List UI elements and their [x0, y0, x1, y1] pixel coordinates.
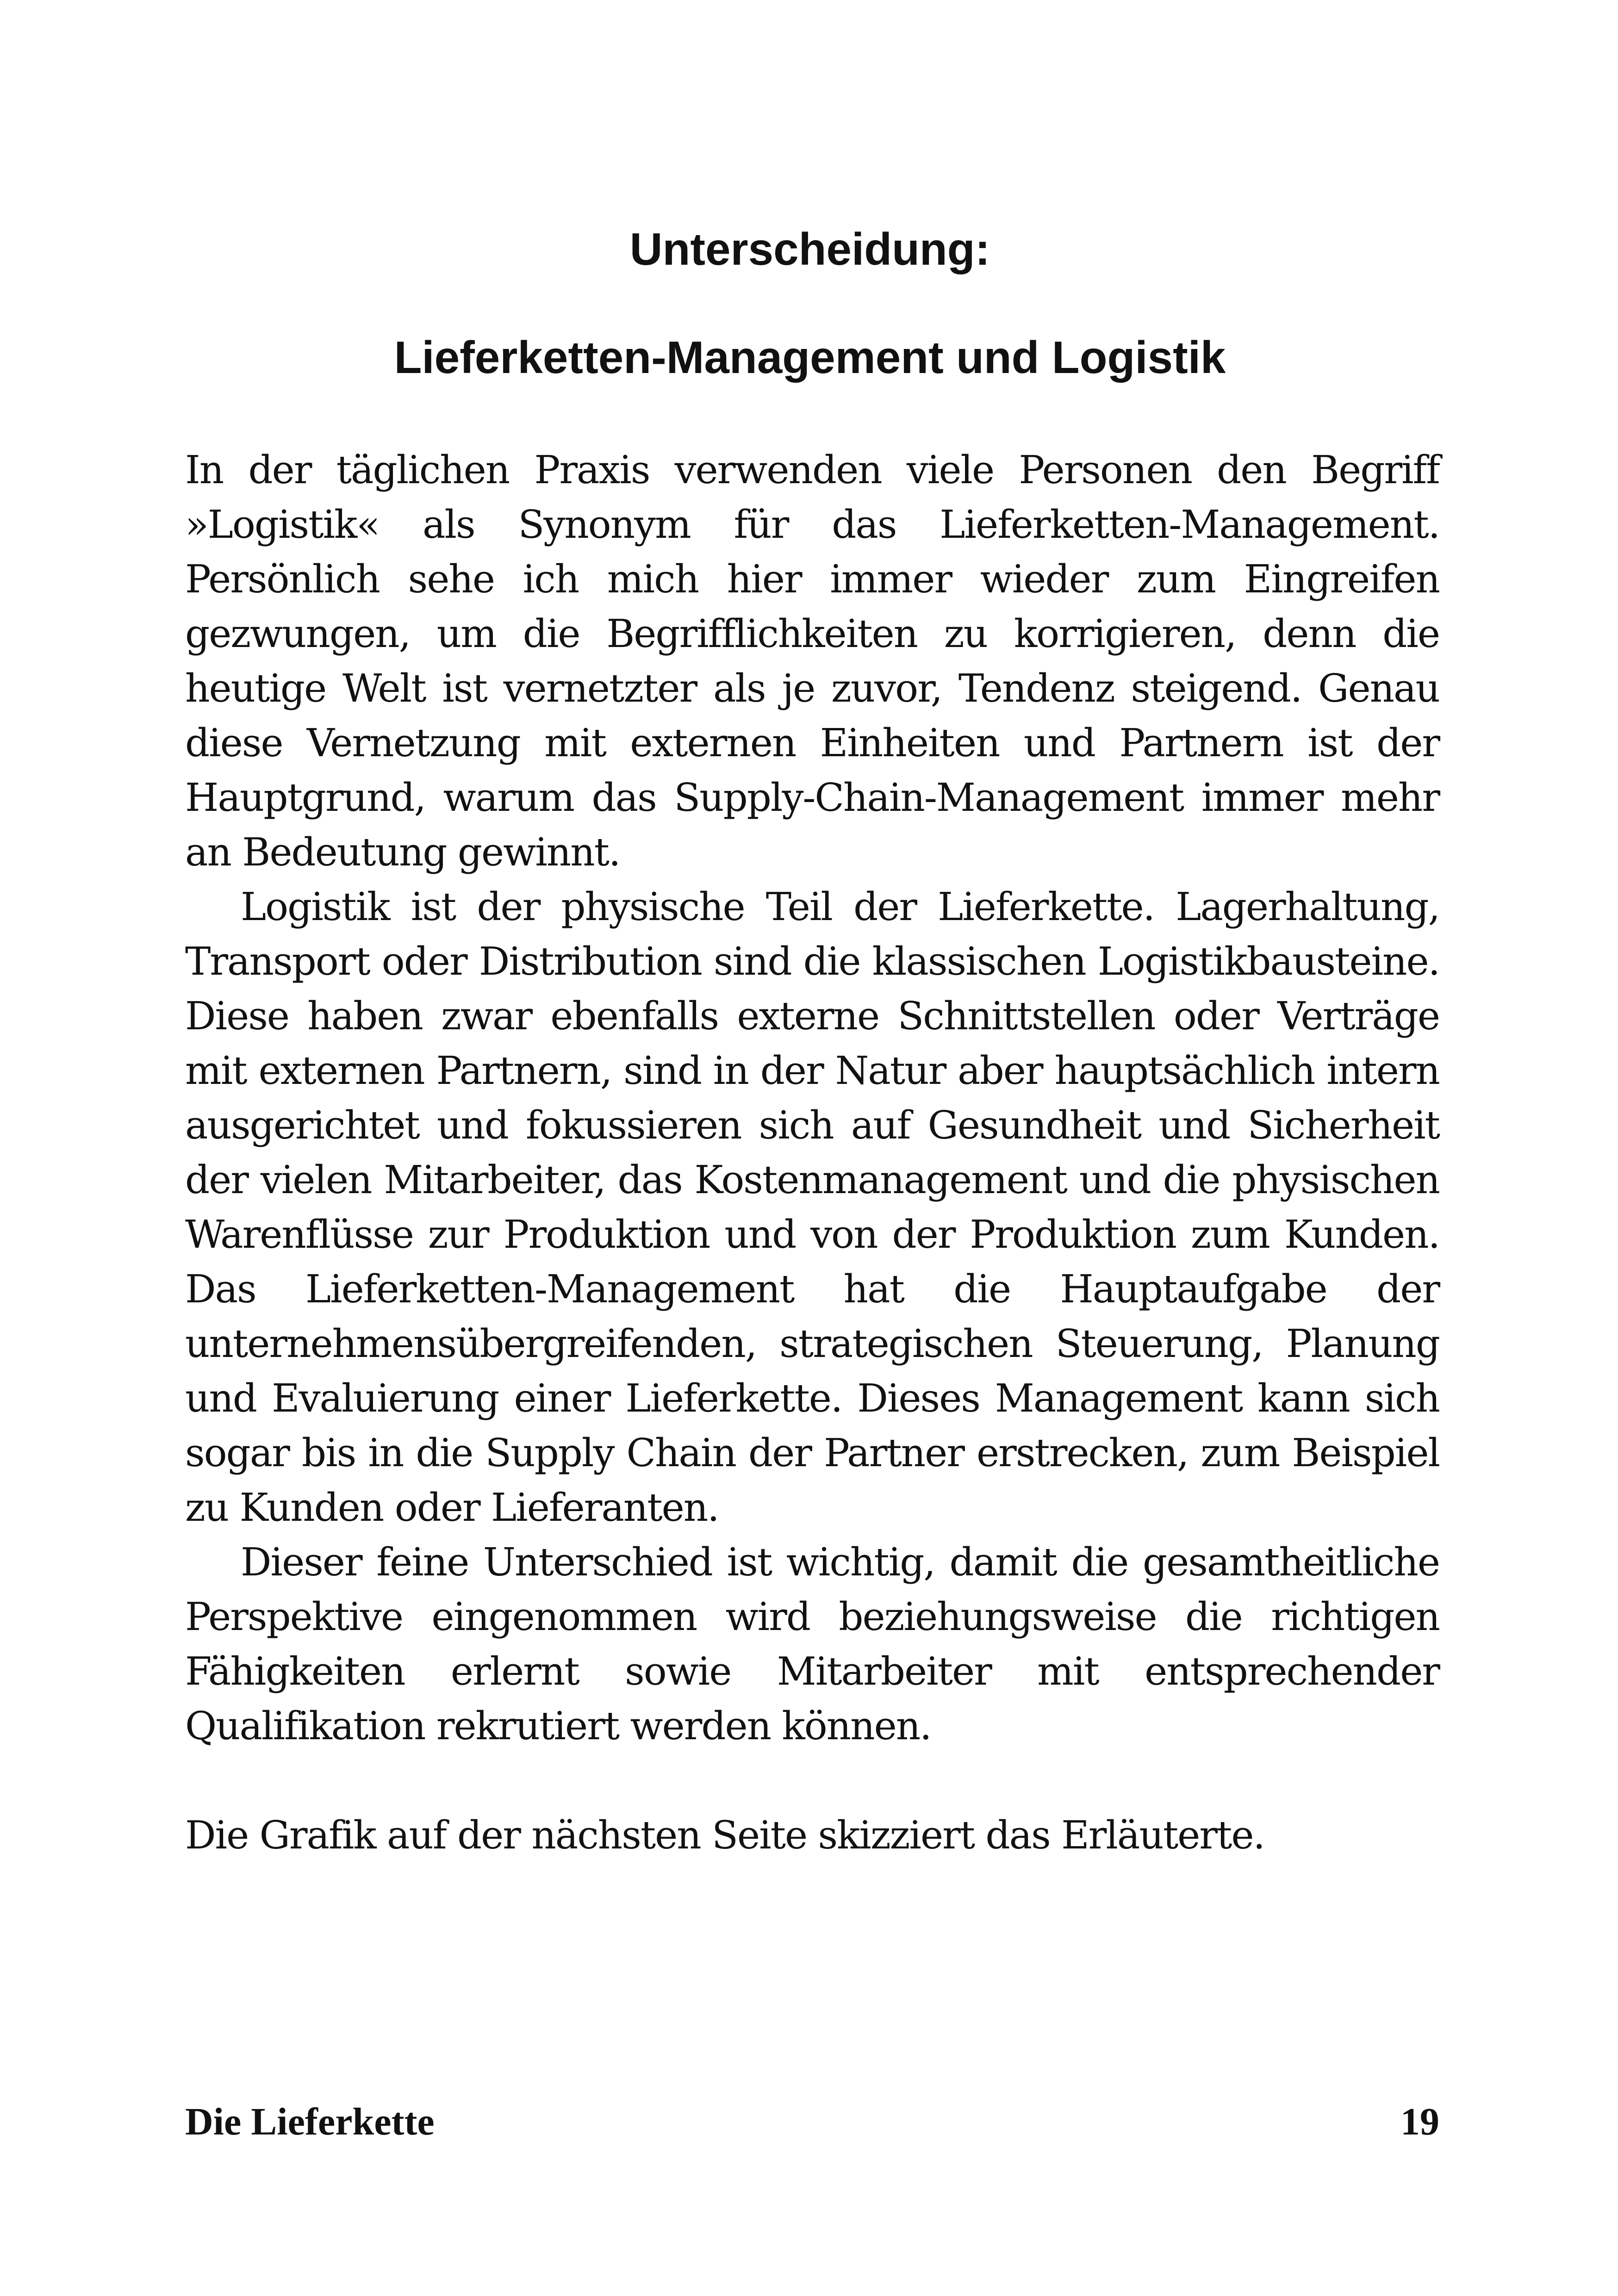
- page-footer: [185, 2097, 1439, 2147]
- page-number: 19: [1400, 2100, 1439, 2143]
- chapter-heading-line-1: Unterscheidung:: [629, 224, 990, 274]
- chapter-heading-line-2: Lieferketten-Management und Logistik: [394, 332, 1226, 383]
- body-text: [185, 443, 1439, 1863]
- paragraph-2: Logistik ist der physische Teil der Lieferkette. Lagerhaltung, Transport oder Distribution sind die klassischen Logistikbausteine. Diese haben zwar ebenfalls externe Schnittstellen oder Verträge mit externen Partnern, sind in der Natur aber hauptsächlich intern ausgerichtet und fokussieren sich auf Gesundheit und Sicherheit der vielen Mitarbeiter, das Kostenmanagement und die physischen Warenflüsse zur Produktion und von der Produktion zum Kunden. Das Lieferketten-Management hat die Hauptaufgabe der unternehmensübergreifenden, strategischen Steuerung, Planung und Evaluierung einer Lieferkette. Dieses Management kann sich sogar bis in die Supply Chain der Partner erstrecken, zum Beispiel zu Kunden oder Lieferanten.: [185, 884, 1439, 1530]
- running-footer-title: Die Lieferkette: [185, 2100, 435, 2143]
- paragraph-4: Die Grafik auf der nächsten Seite skizziert das Erläuterte.: [185, 1813, 1264, 1858]
- paragraph-1: In der täglichen Praxis verwenden viele Personen den Begriff »Logistik« als Synonym für das Lieferketten-Management. Persönlich sehe ich mich hier immer wieder zum Eingreifen gezwungen, um die Begrifflichkeiten zu korrigieren, denn die heutige Welt ist vernetzter als je zuvor, Tendenz steigend. Genau diese Vernetzung mit externen Einheiten und Partnern ist der Hauptgrund, warum das Supply-Chain-Management immer mehr an Bedeutung gewinnt.: [185, 448, 1439, 875]
- paragraph-3: Dieser feine Unterschied ist wichtig, damit die gesamtheitliche Perspektive eingenommen wird beziehungsweise die richtigen Fähigkeiten erlernt sowie Mitarbeiter mit entsprechender Qualifikation rekrutiert werden können.: [185, 1540, 1439, 1748]
